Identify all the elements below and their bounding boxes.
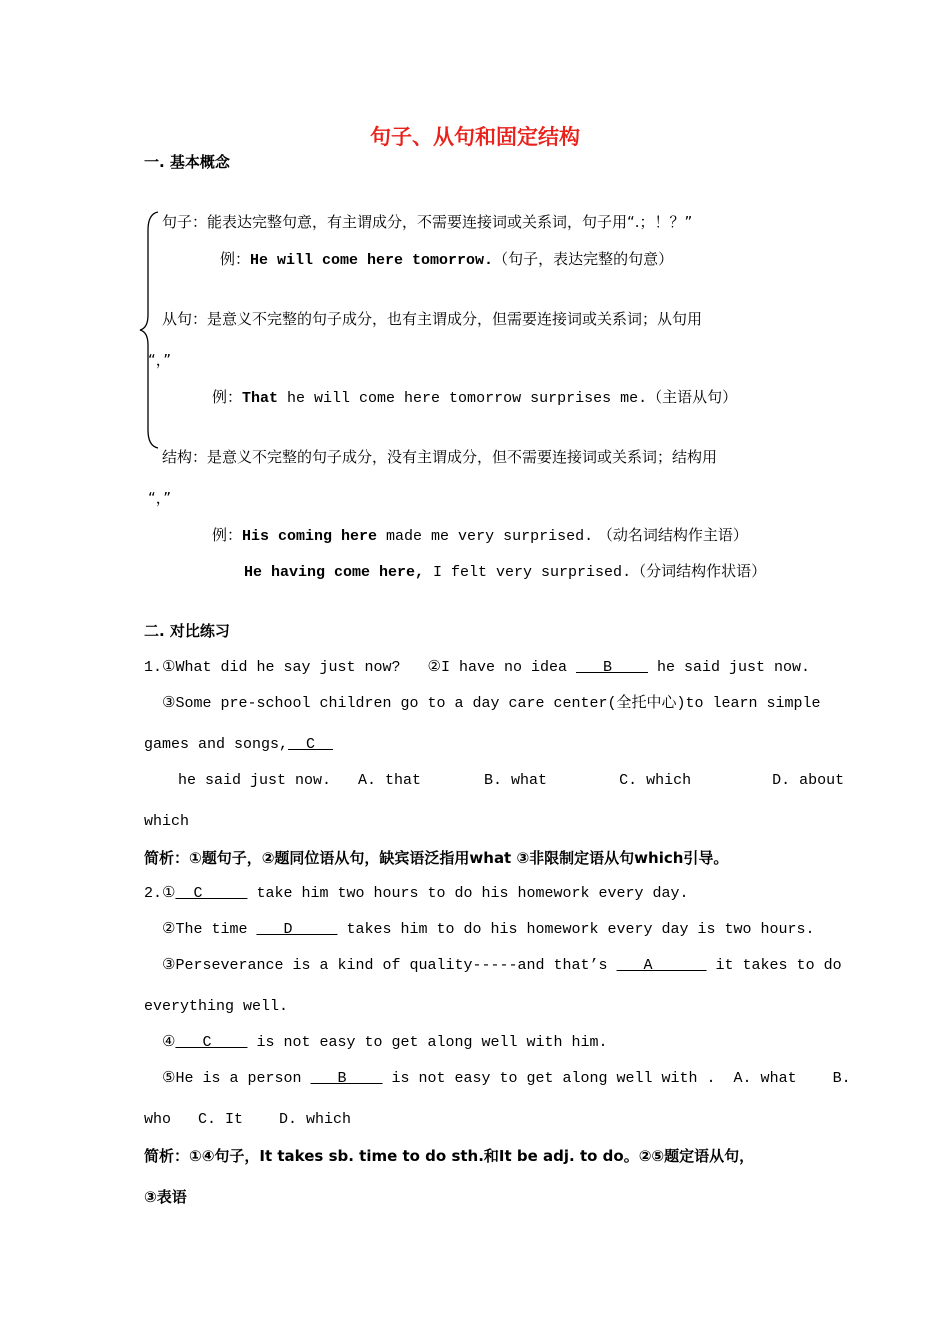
clause-example: 例：That he will come here tomorrow surprises me.（主语从句）	[212, 388, 738, 407]
answer-blank: A	[616, 957, 707, 974]
page-title: 句子、从句和固定结构	[370, 125, 580, 149]
q1-line3: games and songs, C	[144, 736, 334, 753]
section1-heading: 一. 基本概念	[144, 153, 230, 171]
q2-line5: ④ C is not easy to get along well with him.	[162, 1034, 608, 1051]
q2-line3: ③Perseverance is a kind of quality-----and that’s A it takes to do	[162, 957, 842, 974]
q2-line1: 2.① C take him two hours to do his homework every day.	[144, 885, 689, 902]
answer-blank: C	[288, 736, 334, 753]
q1-options: he said just now. A. that B. what C. which D. about	[178, 772, 845, 789]
answer-blank: B	[575, 659, 648, 676]
sentence-example: 例：He will come here tomorrow.（句子，表达完整的句意）	[220, 250, 674, 269]
q2-line2: ②The time D takes him to do his homework every day is two hours.	[162, 921, 815, 938]
answer-blank: C	[175, 885, 248, 902]
q1-line1: 1.①What did he say just now? ②I have no idea B he said just now.	[144, 659, 811, 676]
q1-options-cont: which	[144, 813, 190, 830]
section2-heading: 二. 对比练习	[144, 622, 230, 640]
structure-definition: 结构：是意义不完整的句子成分，没有主谓成分，但不需要连接词或关系词；结构用	[162, 448, 718, 466]
q2-line4: everything well.	[144, 998, 289, 1015]
sentence-definition: 句子：能表达完整句意，有主谓成分，不需要连接词或关系词，句子用“.；！？”	[162, 213, 693, 231]
q2-analysis: 简析：①④句子，It takes sb. time to do sth.和It be adj. to do。②⑤题定语从句，	[144, 1147, 755, 1165]
q1-analysis: 简析：①题句子，②题同位语从句，缺宾语泛指用what ③非限制定语从句which引导。	[144, 849, 729, 867]
answer-blank: B	[310, 1070, 383, 1087]
q2-line6: ⑤He is a person B is not easy to get along well with . A. what B.	[162, 1070, 851, 1087]
left-brace	[138, 210, 162, 450]
q2-options-cont: who C. It D. which	[144, 1111, 352, 1128]
structure-example-2: He having come here, I felt very surprised.（分词结构作状语）	[244, 562, 767, 581]
structure-example-1: 例：His coming here made me very surprised. （动名词结构作主语）	[212, 526, 748, 545]
clause-definition-cont: “，”	[148, 351, 172, 369]
clause-definition: 从句：是意义不完整的句子成分，也有主谓成分，但需要连接词或关系词；从句用	[162, 310, 703, 328]
answer-blank: D	[256, 921, 338, 938]
q2-analysis-cont: ③表语	[144, 1188, 187, 1206]
answer-blank: C	[175, 1034, 248, 1051]
structure-definition-cont: “，”	[148, 489, 172, 507]
q1-line2: ③Some pre-school children go to a day care center(全托中心)to learn simple	[162, 695, 821, 712]
